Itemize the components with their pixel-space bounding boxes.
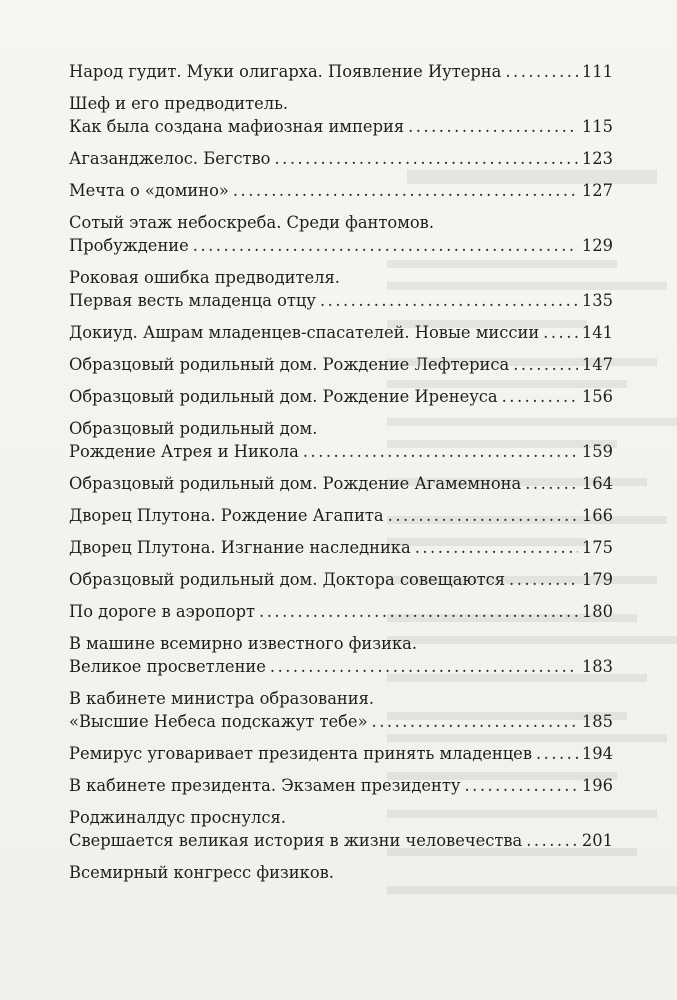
toc-entry-line <box>69 211 613 234</box>
toc-entry-line <box>69 742 613 765</box>
dot-leader <box>536 742 578 765</box>
toc-entry <box>69 536 613 559</box>
toc-page-number: 159 <box>581 442 613 461</box>
toc-entry-line <box>69 179 613 202</box>
dot-leader <box>513 353 578 376</box>
toc-entry-line <box>69 632 613 655</box>
dot-leader <box>372 710 578 733</box>
dot-leader <box>408 115 578 138</box>
toc-page-number: 196 <box>581 776 613 795</box>
toc-entry-line <box>69 861 613 884</box>
dot-leader <box>509 568 578 591</box>
toc-entry <box>69 861 613 884</box>
dot-leader <box>259 600 578 623</box>
toc-entry <box>69 687 613 733</box>
toc-page-number: 179 <box>581 570 613 589</box>
toc-entry-title: Всемирный конгресс физиков. <box>69 863 334 882</box>
toc-entry-line <box>69 774 613 797</box>
toc-entry-title: Агазанджелос. Бегство <box>69 149 271 168</box>
toc-entry-title: В машине всемирно известного физика. <box>69 634 418 653</box>
toc-entry <box>69 60 613 83</box>
toc-entry <box>69 774 613 797</box>
toc-entry-line <box>69 115 613 138</box>
toc-entry-title: Образцовый родильный дом. Рождение Иренеуса <box>69 387 498 406</box>
toc-entry-title: Образцовый родильный дом. Доктора совещаются <box>69 570 506 589</box>
toc-entry-line <box>69 60 613 83</box>
toc-entry-line <box>69 687 613 710</box>
dot-leader <box>303 440 578 463</box>
toc-entry-title: Ремирус уговаривает президента принять младенцев <box>69 744 532 763</box>
toc-page-number: 141 <box>581 323 613 342</box>
toc-entry-line <box>69 568 613 591</box>
toc-page-number: 156 <box>581 387 613 406</box>
toc-entry-line <box>69 806 613 829</box>
toc-entry-line <box>69 472 613 495</box>
toc-entry-title: Образцовый родильный дом. Рождение Лефтериса <box>69 355 510 374</box>
toc-entry-line <box>69 147 613 170</box>
toc-page-number: 127 <box>581 181 613 200</box>
dot-leader <box>502 385 578 408</box>
toc-entry-title: В кабинете министра образования. <box>69 689 375 708</box>
toc-page-number: 180 <box>581 602 613 621</box>
toc-entry <box>69 417 613 463</box>
toc-page-number: 115 <box>581 117 613 136</box>
toc-entry-title: В кабинете президента. Экзамен президенту <box>69 776 461 795</box>
table-of-contents <box>69 60 613 893</box>
toc-entry-title: Пробуждение <box>69 236 189 255</box>
toc-entry-title: Мечта о «домино» <box>69 181 229 200</box>
toc-page-number: 183 <box>581 657 613 676</box>
toc-entry <box>69 806 613 852</box>
toc-entry <box>69 211 613 257</box>
toc-entry <box>69 179 613 202</box>
toc-entry <box>69 353 613 376</box>
toc-entry <box>69 92 613 138</box>
dot-leader <box>270 655 578 678</box>
toc-entry-title: «Высшие Небеса подскажут тебе» <box>69 712 368 731</box>
toc-entry-line <box>69 536 613 559</box>
toc-entry-line <box>69 92 613 115</box>
toc-page-number: 123 <box>581 149 613 168</box>
toc-entry-title: Дворец Плутона. Изгнание наследника <box>69 538 411 557</box>
toc-entry-title: Шеф и его предводитель. <box>69 94 289 113</box>
toc-page-number: 111 <box>581 62 613 81</box>
toc-entry-line <box>69 600 613 623</box>
toc-entry-line <box>69 234 613 257</box>
dot-leader <box>415 536 578 559</box>
toc-entry <box>69 632 613 678</box>
toc-entry-title: Великое просветление <box>69 657 266 676</box>
toc-entry-line <box>69 266 613 289</box>
toc-entry <box>69 147 613 170</box>
dot-leader <box>233 179 578 202</box>
toc-page-number: 201 <box>581 831 613 850</box>
toc-page-number: 135 <box>581 291 613 310</box>
dot-leader <box>388 504 578 527</box>
toc-entry-title: Рождение Атрея и Никола <box>69 442 299 461</box>
toc-page-number: 147 <box>581 355 613 374</box>
dot-leader <box>193 234 578 257</box>
toc-entry <box>69 568 613 591</box>
toc-page-number: 129 <box>581 236 613 255</box>
toc-page-number: 185 <box>581 712 613 731</box>
toc-entry-line <box>69 353 613 376</box>
dot-leader <box>505 60 578 83</box>
toc-entry-line <box>69 829 613 852</box>
toc-entry-title: Образцовый родильный дом. Рождение Агамемнона <box>69 474 522 493</box>
toc-entry <box>69 600 613 623</box>
toc-entry <box>69 504 613 527</box>
toc-entry <box>69 266 613 312</box>
toc-entry-title: По дороге в аэропорт <box>69 602 256 621</box>
toc-entry-title: Народ гудит. Муки олигарха. Появление Иутерна <box>69 62 502 81</box>
toc-entry-line <box>69 289 613 312</box>
dot-leader <box>543 321 578 344</box>
toc-entry-title: Дворец Плутона. Рождение Агапита <box>69 506 384 525</box>
toc-page-number: 166 <box>581 506 613 525</box>
toc-entry <box>69 385 613 408</box>
toc-page-number: 175 <box>581 538 613 557</box>
toc-entry <box>69 742 613 765</box>
toc-entry-title: Сотый этаж небоскреба. Среди фантомов. <box>69 213 435 232</box>
toc-page-number: 194 <box>581 744 613 763</box>
toc-entry-line <box>69 417 613 440</box>
toc-entry-title: Роковая ошибка предводителя. <box>69 268 340 287</box>
toc-entry-title: Свершается великая история в жизни человечества <box>69 831 523 850</box>
toc-entry <box>69 472 613 495</box>
dot-leader <box>274 147 577 170</box>
toc-entry-title: Образцовый родильный дом. <box>69 419 318 438</box>
toc-entry-line <box>69 440 613 463</box>
dot-leader <box>464 774 577 797</box>
toc-page-number: 164 <box>581 474 613 493</box>
toc-entry-title: Роджиналдус проснулся. <box>69 808 286 827</box>
toc-entry-title: Докиуд. Ашрам младенцев-спасателей. Новые миссии <box>69 323 540 342</box>
toc-entry-line <box>69 655 613 678</box>
toc-entry-title: Первая весть младенца отцу <box>69 291 316 310</box>
toc-entry-line <box>69 385 613 408</box>
toc-entry-line <box>69 321 613 344</box>
toc-entry <box>69 321 613 344</box>
dot-leader <box>526 829 578 852</box>
dot-leader <box>525 472 578 495</box>
toc-entry-line <box>69 504 613 527</box>
dot-leader <box>320 289 578 312</box>
toc-entry-line <box>69 710 613 733</box>
toc-entry-title: Как была создана мафиозная империя <box>69 117 405 136</box>
